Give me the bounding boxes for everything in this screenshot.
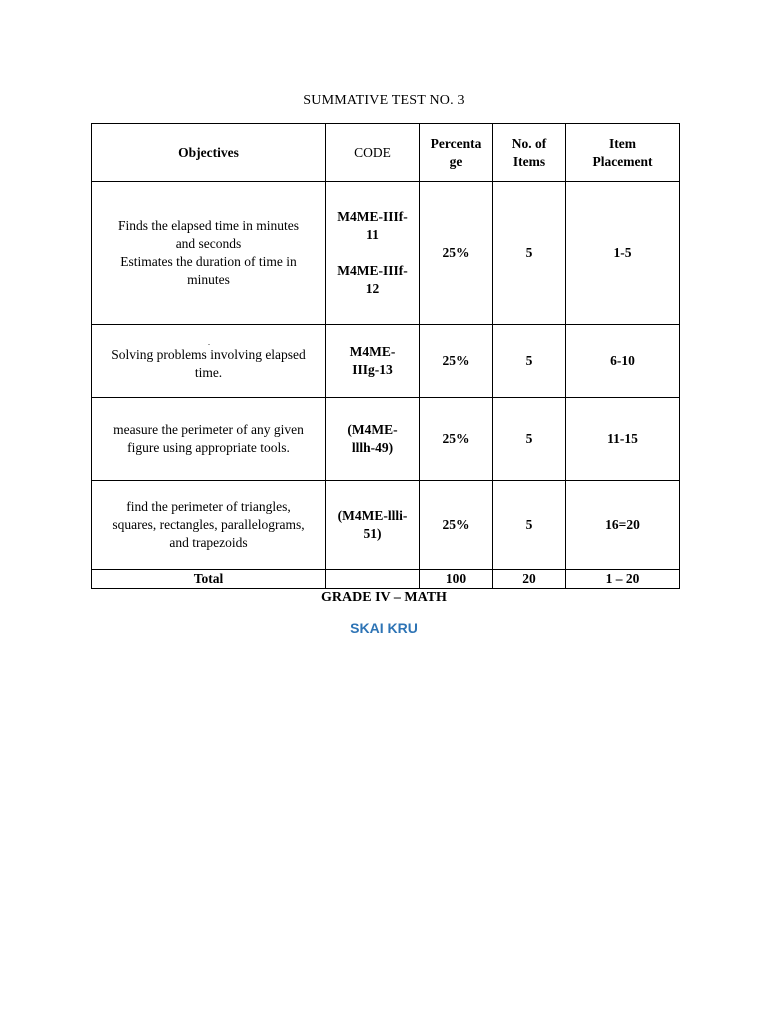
placement-cell: 6-10 (566, 325, 680, 398)
items-cell: 5 (493, 325, 566, 398)
objective-cell: find the perimeter of triangles, squares, rectangles, parallelograms, and trapezoids (92, 481, 326, 570)
table-row (92, 398, 680, 481)
author-name: SKAI KRU (350, 620, 418, 636)
code-cell: (M4ME- lllh-49) (326, 398, 420, 481)
table-header-row (92, 124, 680, 182)
total-percentage-cell: 100 (420, 570, 493, 589)
items-cell: 5 (493, 182, 566, 325)
code-cell: M4ME- IIIg-13 (326, 325, 420, 398)
placement-cell: 16=20 (566, 481, 680, 570)
table-row (92, 481, 680, 570)
total-items-cell: 20 (493, 570, 566, 589)
header-code: CODE (326, 124, 420, 182)
percentage-cell: 25% (420, 182, 493, 325)
table-row (92, 325, 680, 398)
table-total-row (92, 570, 680, 589)
header-objectives: Objectives (92, 124, 326, 182)
percentage-cell: 25% (420, 325, 493, 398)
objective-cell: Finds the elapsed time in minutes and seconds Estimates the duration of time in minutes (92, 182, 326, 325)
header-placement: Item Placement (566, 124, 680, 182)
stray-dot: . (208, 338, 210, 347)
code-cell: (M4ME-llli- 51) (326, 481, 420, 570)
placement-cell: 1-5 (566, 182, 680, 325)
total-code-cell (326, 570, 420, 589)
grade-subject-label: GRADE IV – MATH (321, 590, 447, 605)
items-cell: 5 (493, 398, 566, 481)
objective-cell: . Solving problems involving elapsed time. (92, 325, 326, 398)
objective-cell: measure the perimeter of any given figure using appropriate tools. (92, 398, 326, 481)
table-of-specifications (91, 123, 680, 589)
document-title: SUMMATIVE TEST NO. 3 (303, 93, 465, 108)
percentage-cell: 25% (420, 398, 493, 481)
header-percentage: Percenta ge (420, 124, 493, 182)
items-cell: 5 (493, 481, 566, 570)
placement-cell: 11-15 (566, 398, 680, 481)
percentage-cell: 25% (420, 481, 493, 570)
table-row (92, 182, 680, 325)
header-items: No. of Items (493, 124, 566, 182)
total-placement-cell: 1 – 20 (566, 570, 680, 589)
total-label-cell: Total (92, 570, 326, 589)
code-cell: M4ME-IIIf- 11 M4ME-IIIf- 12 (326, 182, 420, 325)
